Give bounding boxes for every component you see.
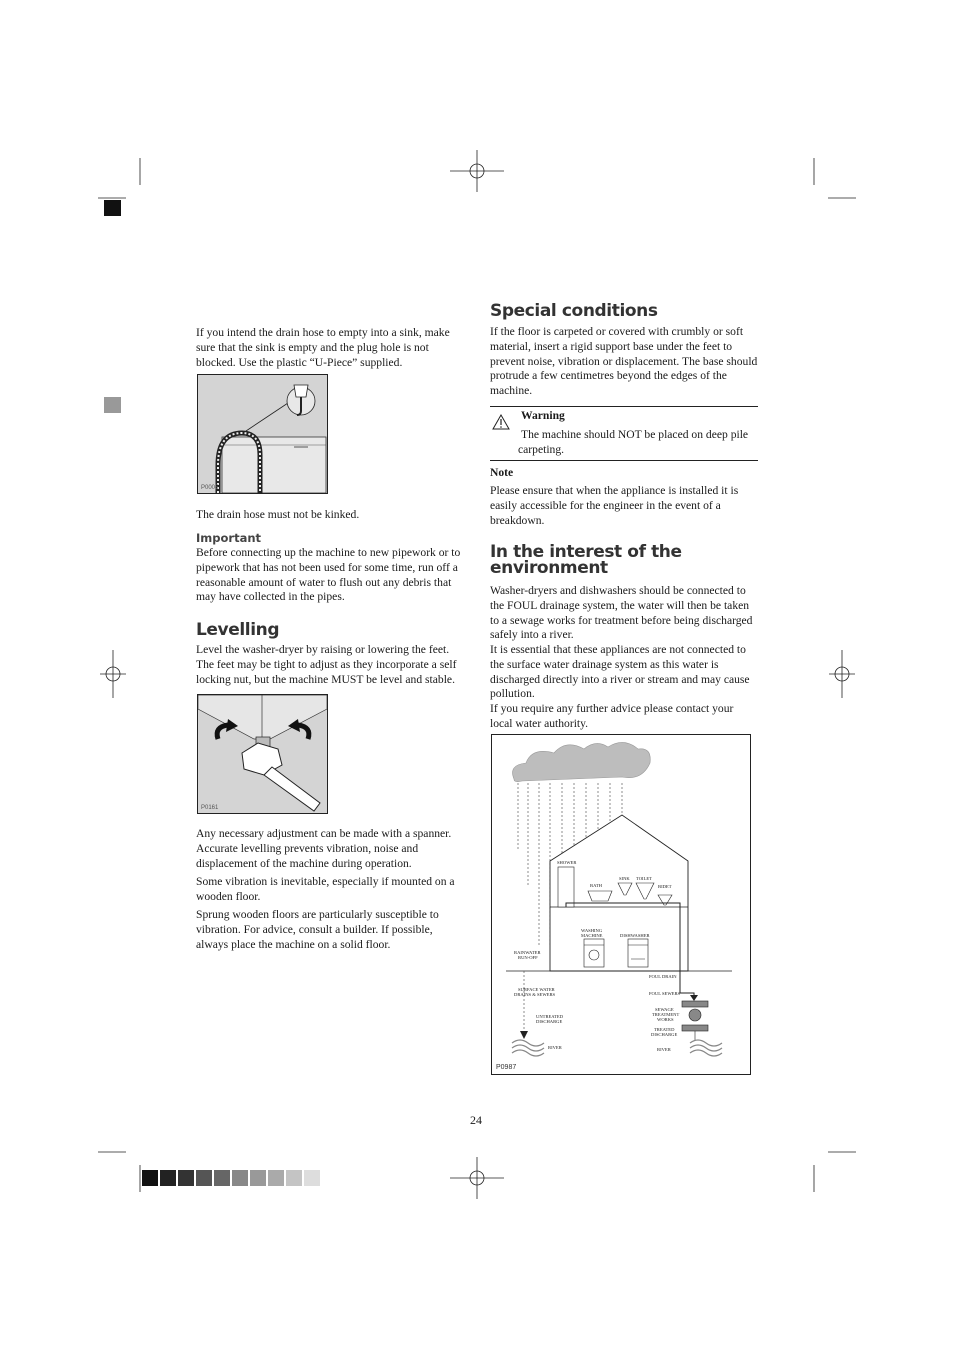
spanner-illustration — [198, 695, 327, 813]
label-untreated-1: UNTREATED — [536, 1014, 564, 1019]
warning-title: Warning — [521, 409, 565, 422]
figure-code: P0005 — [201, 485, 219, 491]
adjust-text: Any necessary adjustment can be made with a spanner. Accurate levelling prevents vibration, noise and displacement of the machine during operation. — [196, 827, 452, 870]
label-sewage-3: WORKS — [657, 1017, 674, 1022]
special-conditions-heading: Special conditions — [490, 301, 658, 321]
important-text: Before connecting up the machine to new pipework or to pipework that has not been used for some time, run off a reasonable amount of water to flush out any debris that may have collected in the pipes. — [196, 546, 461, 604]
label-foul-drain: FOUL DRAIN — [649, 974, 677, 979]
label-dishwasher: DISHWASHER — [620, 933, 650, 938]
label-shower: SHOWER — [557, 860, 577, 865]
note-text: Please ensure that when the appliance is installed it is easily accessible for the engineer in the event of a breakdown. — [490, 484, 739, 527]
label-river-left: RIVER — [548, 1045, 562, 1050]
drain-hose-illustration — [198, 375, 327, 493]
drainage-diagram — [491, 734, 751, 1075]
label-treated-1: TREATED — [654, 1027, 675, 1032]
sprung-floor-text: Sprung wooden floors are particularly susceptible to vibration. For advice, consult a builder. If possible, always place the machine on a solid floor. — [196, 908, 439, 951]
label-sewage-2: TREATMENT — [652, 1012, 680, 1017]
label-sewage-1: SEWAGE — [655, 1007, 674, 1012]
page-number: 24 — [470, 1113, 482, 1127]
note-title: Note — [490, 466, 514, 479]
label-bath: BATH — [590, 883, 602, 888]
label-washing-2: MACHINE — [581, 933, 603, 938]
levelling-figure — [197, 694, 328, 814]
environment-heading-line1: In the interest of the — [490, 542, 682, 562]
drain-sink-intro: If you intend the drain hose to empty into a sink, make sure that the sink is empty and the plug hole is not blocked. Use the plastic “U-Piece” supplied. — [196, 326, 450, 369]
vibration-text: Some vibration is inevitable, especially if mounted on a wooden floor. — [196, 875, 455, 903]
label-bidet: BIDET — [658, 884, 672, 889]
environment-text-3: If you require any further advice please contact your local water authority. — [490, 702, 734, 730]
levelling-text: Level the washer-dryer by raising or lowering the feet. The feet may be tight to adjust as they incorporate a self locking nut, but the machine MUST be level and stable. — [196, 643, 457, 686]
greyscale-strip — [142, 1170, 322, 1186]
label-rainwater-2: RUN-OFF — [518, 955, 538, 960]
warning-text: The machine should NOT be placed on deep pile carpeting. — [518, 428, 749, 456]
levelling-heading: Levelling — [196, 620, 280, 640]
label-toilet: TOILET — [636, 876, 652, 881]
label-untreated-2: DISCHARGE — [536, 1019, 563, 1024]
tab-marker-black — [104, 200, 121, 216]
label-surface-1: SURFACE WATER — [518, 987, 555, 992]
environment-heading-line2: environment — [490, 558, 608, 578]
label-river-right: RIVER — [657, 1047, 671, 1052]
environment-text-1: Washer-dryers and dishwashers should be connected to the FOUL drainage system, the water will then be taken to a sewage works for treatment before being discharged safely into a river. — [490, 584, 753, 642]
label-foul-sewers: FOUL SEWERS — [649, 991, 681, 996]
figure-code: P0161 — [201, 805, 219, 811]
label-surface-2: DRAINS & SEWERS — [514, 992, 556, 997]
label-sink: SINK — [619, 876, 630, 881]
drain-hose-figure — [197, 374, 328, 494]
label-rainwater-1: RAINWATER — [514, 950, 541, 955]
drainage-illustration — [492, 735, 750, 1074]
important-heading: Important — [196, 531, 262, 545]
label-treated-2: DISCHARGE — [651, 1032, 678, 1037]
label-washing-1: WASHING — [581, 928, 603, 933]
warning-box — [490, 406, 758, 461]
tab-marker-grey — [104, 397, 121, 413]
environment-text-2: It is essential that these appliances are not connected to the surface water drainage system as this water is discharged directly into a river or stream and may cause pollution. — [490, 643, 750, 701]
warning-triangle-icon — [492, 414, 510, 430]
kink-note: The drain hose must not be kinked. — [196, 508, 360, 521]
special-conditions-text: If the floor is carpeted or covered with crumbly or soft material, insert a rigid support base under the feet to prevent noise, vibration or displacement. The base should protrude a few centimetres beyond the edges of the machine. — [490, 325, 758, 398]
diagram-code: P0987 — [496, 1064, 517, 1071]
